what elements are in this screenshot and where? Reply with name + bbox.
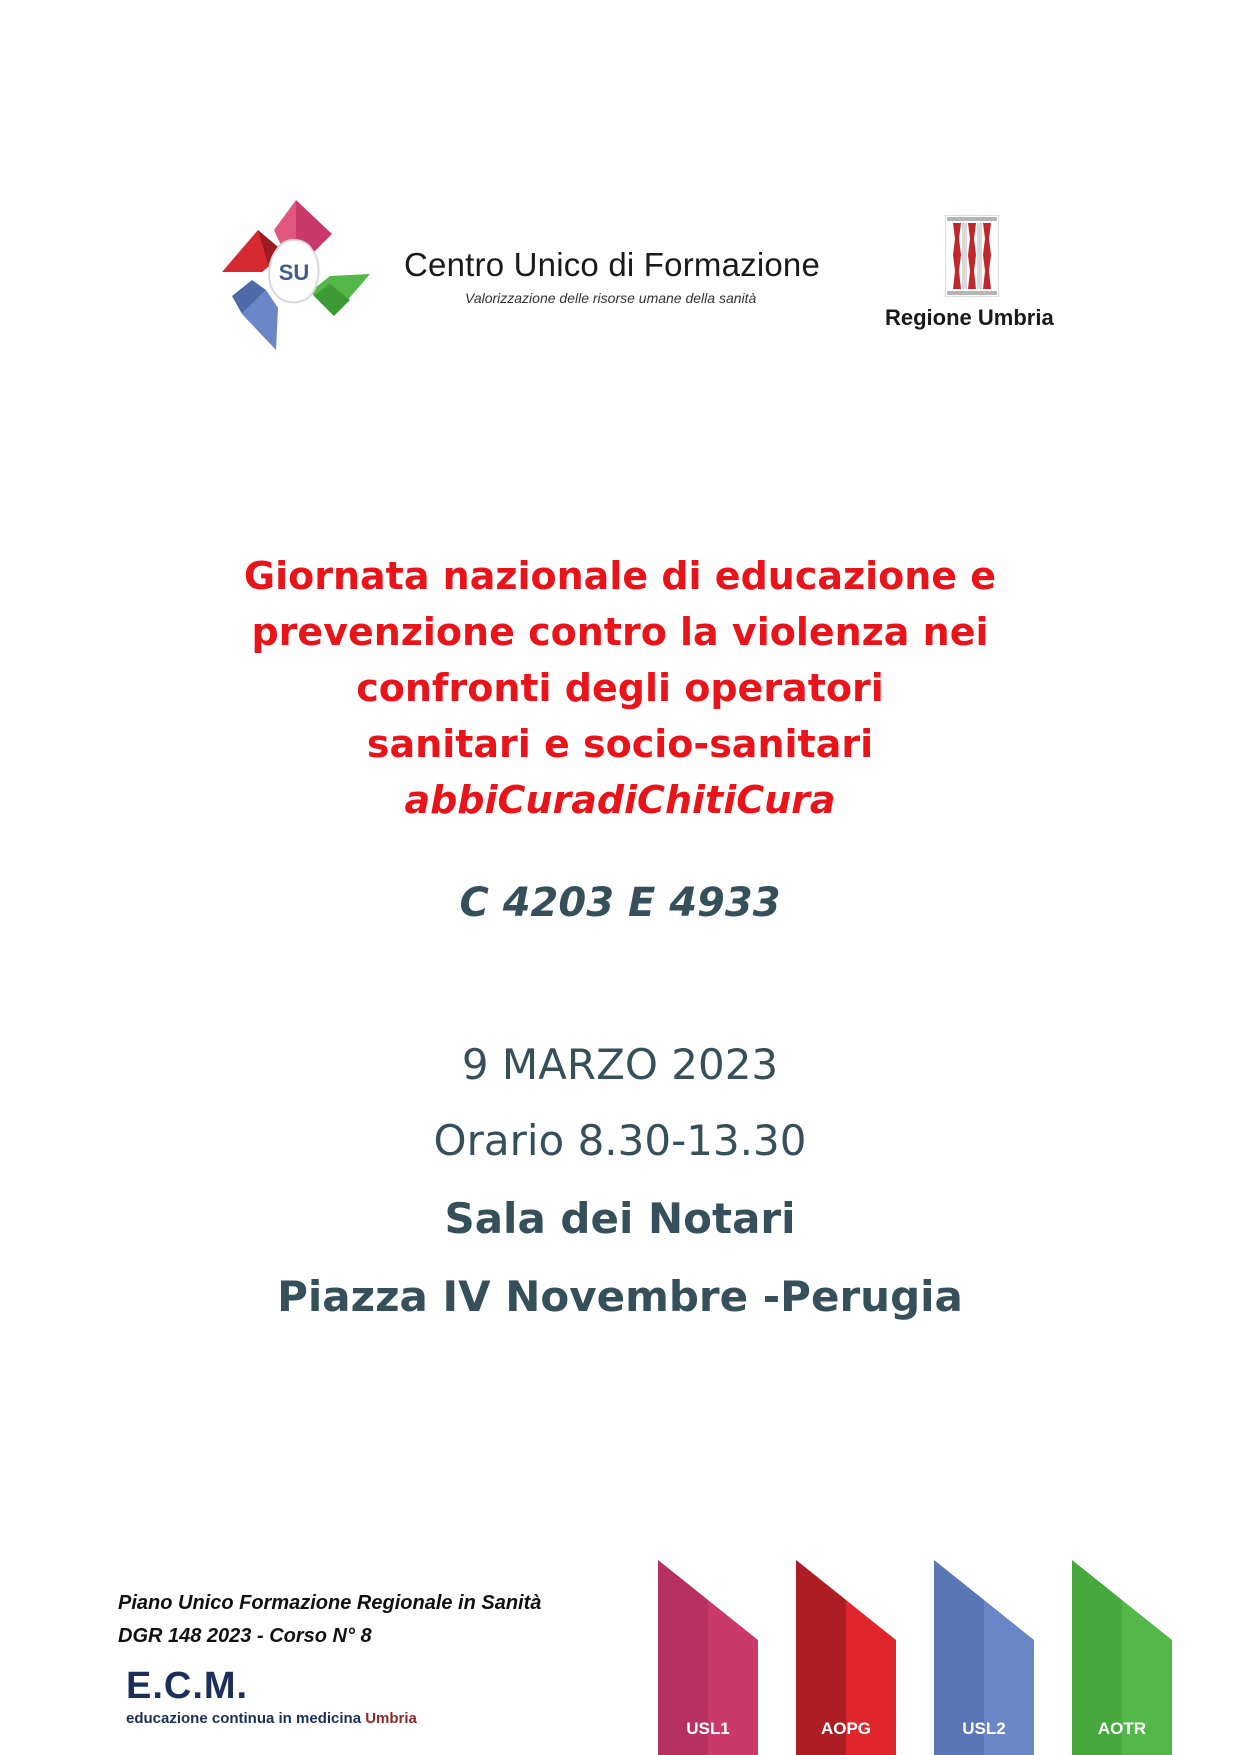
title-line: sanitari e socio-sanitari	[366, 722, 874, 766]
unit-aotr-logo	[1072, 1560, 1172, 1755]
unit-label: USL2	[962, 1719, 1006, 1738]
course-code: C 4203 E 4933	[459, 880, 781, 926]
ecm-subtitle	[126, 1710, 417, 1727]
title-line: prevenzione contro la violenza nei	[251, 610, 989, 654]
org-title: Centro Unico di Formazione	[404, 246, 821, 283]
event-venue: Sala dei Notari	[444, 1194, 796, 1243]
centro-unico-formazione-logo	[222, 200, 370, 350]
title-line: confronti degli operatori	[356, 666, 884, 710]
event-date: 9 MARZO 2023	[461, 1040, 779, 1089]
event-address: Piazza IV Novembre -Perugia	[277, 1272, 963, 1321]
unit-label: AOTR	[1097, 1719, 1147, 1738]
ecm-logo: E.C.M.	[126, 1665, 249, 1707]
unit-aopg-logo	[796, 1560, 896, 1755]
ecm-region: Umbria	[365, 1710, 417, 1727]
unit-label: AOPG	[820, 1719, 872, 1738]
unit-usl1-logo	[658, 1560, 758, 1755]
region-name: Regione Umbria	[885, 305, 1054, 330]
org-subtitle: Valorizzazione delle risorse umane della sanità	[465, 290, 757, 306]
plan-title: Piano Unico Formazione Regionale in Sanità	[118, 1592, 542, 1614]
campaign-hashtag: abbiCuradiChitiCura	[404, 778, 836, 822]
event-time: Orario 8.30-13.30	[433, 1116, 807, 1165]
unit-usl2-logo	[934, 1560, 1034, 1755]
regione-umbria-emblem	[945, 215, 999, 297]
logo-initials: SU	[278, 260, 310, 285]
title-line: Giornata nazionale di educazione e	[243, 554, 997, 598]
ecm-subtitle-text: educazione continua in medicina	[126, 1710, 362, 1727]
plan-reference: DGR 148 2023 - Corso N° 8	[118, 1625, 372, 1647]
event-title	[120, 548, 1120, 828]
unit-label: USL1	[686, 1719, 730, 1738]
